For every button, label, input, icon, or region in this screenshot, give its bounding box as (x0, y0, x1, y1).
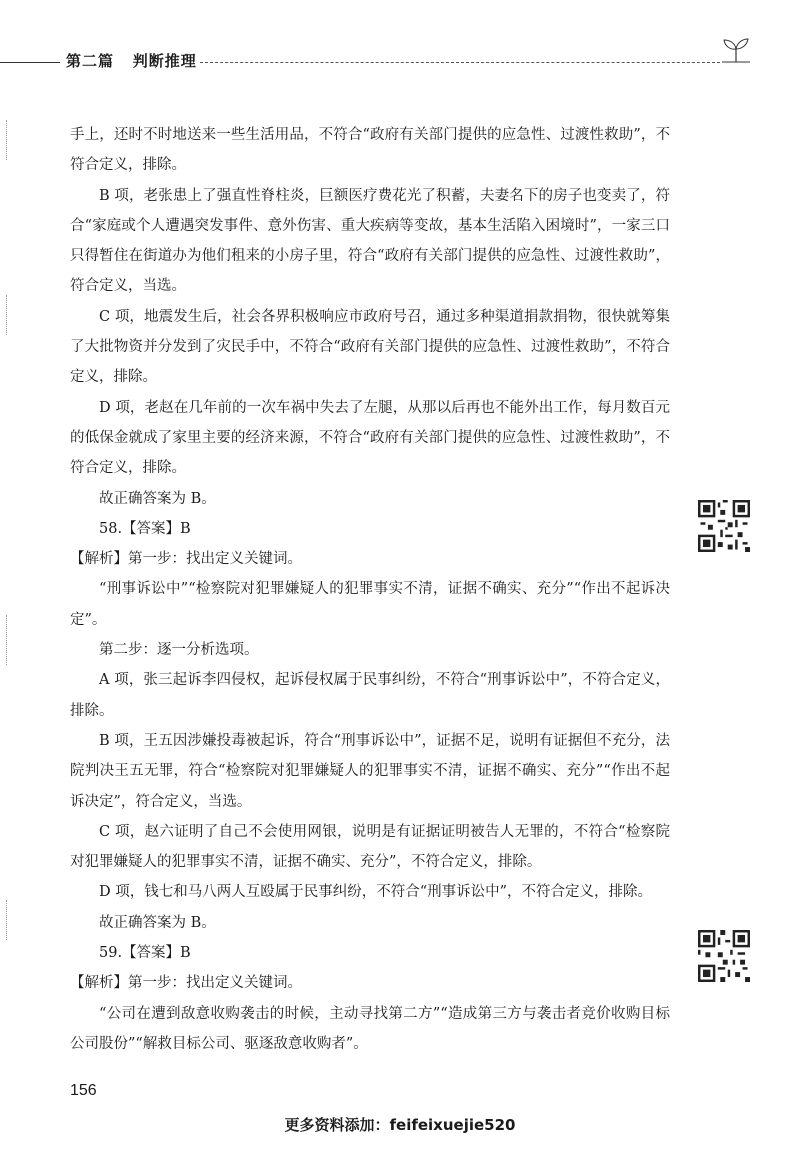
body-text (70, 120, 670, 1059)
paragraph: “刑事诉讼中”“检察院对犯罪嫌疑人的犯罪事实不清，证据不确实、充分”“作出不起诉决定”。 (70, 581, 670, 628)
margin-binding-marks (6, 120, 9, 160)
margin-binding-marks (6, 295, 9, 335)
paragraph: B 项，王五因涉嫌投毒被起诉，符合“刑事诉讼中”，证据不足，说明有证据但不充分，法院判决王五无罪，符合“检察院对犯罪嫌疑人的犯罪事实不清，证据不确实、充分”“作出不起诉决定”，符合定义，当选。 (70, 732, 670, 810)
paragraph: A 项，张三起诉李四侵权，起诉侵权属于民事纠纷，不符合“刑事诉讼中”，不符合定义，排除。 (70, 672, 670, 719)
answer-heading: 58.【答案】B (99, 520, 191, 537)
page-number: 156 (70, 1082, 97, 1099)
paragraph: C 项，地震发生后，社会各界积极响应市政府号召，通过多种渠道捐款捐物，很快就筹集了大批物资并分发到了灾民手中，不符合“政府有关部门提供的应急性、过渡性救助”，不符合定义，排除。 (70, 308, 670, 386)
footer-note: 更多资料添加：feifeixuejie520 (284, 1116, 516, 1134)
analysis-step: 【解析】第一步：找出定义关键词。 (70, 975, 302, 992)
analysis-step: 第二步：逐一分析选项。 (99, 642, 259, 659)
running-header (0, 50, 800, 74)
header-rule-right (200, 62, 720, 63)
header-rule-left (0, 62, 60, 63)
paragraph: 手上，还时不时地送来一些生活用品，不符合“政府有关部门提供的应急性、过渡性救助”，不符合定义，排除。 (70, 127, 670, 174)
paragraph: 故正确答案为 B。 (99, 914, 216, 931)
analysis-step: 【解析】第一步：找出定义关键词。 (70, 551, 302, 568)
qr-code-icon[interactable] (698, 500, 750, 552)
paragraph: D 项，老赵在几年前的一次车祸中失去了左腿，从那以后再也不能外出工作，每月数百元的低保金就成了家里主要的经济来源，不符合“政府有关部门提供的应急性、过渡性救助”，不符合定义，排除。 (70, 399, 670, 477)
header-title (66, 50, 197, 71)
margin-binding-marks (6, 615, 9, 665)
qr-code-icon[interactable] (698, 930, 750, 982)
header-section: 判断推理 (132, 52, 197, 70)
paragraph: D 项，钱七和马八两人互殴属于民事纠纷，不符合“刑事诉讼中”，不符合定义，排除。 (99, 884, 653, 901)
sprout-icon (718, 36, 754, 64)
paragraph: “公司在遭到敌意收购袭击的时候，主动寻找第二方”“造成第三方与袭击者竞价收购目标公司股份”“解救目标公司、驱逐敌意收购者”。 (70, 1005, 670, 1052)
paragraph: C 项，赵六证明了自己不会使用网银，说明是有证据证明被告人无罪的，不符合“检察院对犯罪嫌疑人的犯罪事实不清，证据不确实、充分”，不符合定义，排除。 (70, 823, 670, 871)
margin-binding-marks (6, 900, 9, 940)
paragraph: 故正确答案为 B。 (99, 490, 216, 507)
header-part: 第二篇 (66, 52, 115, 70)
answer-heading: 59.【答案】B (99, 945, 191, 962)
paragraph: B 项，老张患上了强直性脊柱炎，巨额医疗费花光了积蓄，夫妻名下的房子也变卖了，符合“家庭或个人遭遇突发事件、意外伤害、重大疾病等变故，基本生活陷入困境时”，一家三口只得暂住在街道办为他们租来的小房子里，符合“政府有关部门提供的应急性、过渡性救助”，符合定义，当选。 (70, 187, 670, 295)
